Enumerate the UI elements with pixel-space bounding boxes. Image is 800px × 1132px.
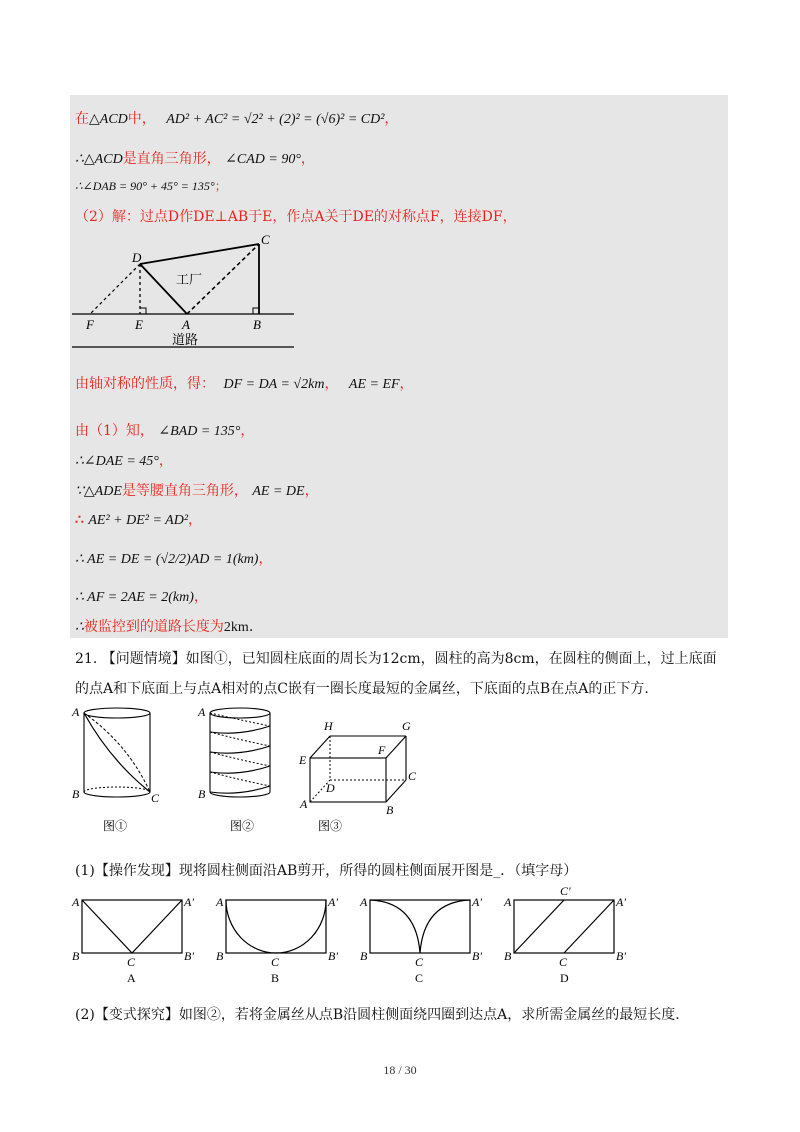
solution-text: 在 <box>75 111 89 127</box>
math-expression: AE² + DE² = AD² <box>88 513 189 528</box>
option-A-diagram <box>70 890 200 990</box>
math-expression: ∴∠DAB = 90° + 45° = 135° <box>75 179 215 193</box>
factory-road-diagram <box>72 232 298 350</box>
label-B: B <box>198 787 206 801</box>
math-expression: △ACD <box>89 112 128 127</box>
solution-line-3 <box>75 177 227 194</box>
math-expression: ∴ AE = DE = (√2/2)AD = 1(km) <box>75 552 259 567</box>
math-expression: DF = DA = √2km <box>223 377 325 392</box>
label-A-prime: A' <box>472 895 482 909</box>
label-A: A <box>504 895 512 909</box>
label-A: A <box>72 705 80 719</box>
label-A: A <box>72 895 80 909</box>
label-C: C <box>151 791 160 805</box>
punctuation: ， <box>258 551 273 567</box>
label-B-prime: B' <box>472 949 482 963</box>
label-C: C <box>261 232 270 247</box>
factory-label: 工厂 <box>176 272 203 287</box>
punctuation: ， <box>188 512 203 528</box>
math-expression: 2km <box>223 620 249 635</box>
math-expression: ∠BAD = 135° <box>158 424 241 439</box>
option-letter: A <box>127 971 136 985</box>
solution-line-9 <box>75 509 202 529</box>
label-A: A <box>182 317 190 332</box>
math-expression: ∴∠DAE = 45° <box>75 454 159 469</box>
label-C: C <box>415 955 424 969</box>
punctuation: ； <box>214 179 227 193</box>
punctuation: ， <box>324 376 339 392</box>
label-A: A <box>360 895 368 909</box>
label-C: C <box>559 955 568 969</box>
figure-cylinder-1 <box>70 700 180 840</box>
figure-box-3 <box>298 716 428 841</box>
label-B: B <box>216 949 224 963</box>
label-B: B <box>386 803 394 817</box>
label-B-prime: B' <box>328 949 338 963</box>
road-label: 道路 <box>172 332 199 347</box>
solution-line-8 <box>75 480 319 500</box>
label-B: B <box>72 949 80 963</box>
math-expression: AD² + AC² = √2² + (2)² = (√6)² = CD² <box>166 112 385 127</box>
option-letter: C <box>415 971 424 985</box>
math-expression: ∴ AF = 2AE = 2(km) <box>75 590 194 605</box>
label-E: E <box>135 317 143 332</box>
label-G: G <box>402 719 411 733</box>
solution-line-1 <box>75 108 398 128</box>
caption-figure-3: 图③ <box>318 819 343 833</box>
label-D: D <box>132 250 142 265</box>
solution-line-6 <box>75 420 254 440</box>
solution-text: 被监控到的道路长度为 <box>83 619 224 635</box>
label-A: A <box>216 895 224 909</box>
option-C-diagram <box>358 890 488 990</box>
label-A-prime: A' <box>328 895 338 909</box>
option-letter: B <box>271 971 280 985</box>
math-expression: ∠CAD = 90° <box>225 152 301 167</box>
label-F: F <box>378 743 386 757</box>
solution-line-5 <box>75 373 414 393</box>
right-angle-E <box>140 308 146 314</box>
math-expression: ∴△ACD <box>75 152 123 167</box>
solution-line-12 <box>75 616 253 636</box>
label-C: C <box>408 769 417 783</box>
label-A: A <box>300 797 308 811</box>
label-B: B <box>72 787 80 801</box>
option-B-diagram <box>214 890 344 990</box>
label-H: H <box>324 719 333 733</box>
option-letter: D <box>560 971 569 985</box>
label-B: B <box>360 949 368 963</box>
solution-text: 由轴对称的性质，得： <box>75 376 215 392</box>
math-expression: AE = EF <box>348 377 400 392</box>
punctuation: ， <box>240 423 255 439</box>
solution-line-11 <box>75 586 208 606</box>
solution-line-2 <box>75 148 315 168</box>
caption-figure-1: 图① <box>103 819 128 833</box>
label-E: E <box>299 753 307 767</box>
punctuation: ， <box>304 483 319 499</box>
label-F: F <box>86 317 94 332</box>
caption-figure-2: 图② <box>230 819 255 833</box>
question-part-1: (1)【操作发现】现将圆柱侧面沿AB剪开，所得的圆柱侧面展开图是_．（填字母） <box>75 863 578 879</box>
solution-text: 是等腰直角三角形， <box>121 483 248 499</box>
question-21-line-2: 的点A和下底面上与点A相对的点C嵌有一圈长度最短的金属丝，下底面的点B在点A的正下方. <box>75 681 649 697</box>
solution-line-4: （2）解：过点D作DE⊥AB于E，作点A关于DE的对称点F，连接DF， <box>75 209 517 225</box>
punctuation: ， <box>399 376 414 392</box>
label-C: C <box>127 955 136 969</box>
label-A: A <box>198 705 206 719</box>
segment-DC <box>140 244 259 264</box>
label-C: C <box>271 955 280 969</box>
solution-line-7 <box>75 450 173 470</box>
punctuation: ， <box>158 453 173 469</box>
label-A-prime: A' <box>616 895 626 909</box>
solution-line-10 <box>75 548 272 568</box>
punctuation: . <box>248 619 254 635</box>
punctuation: ， <box>300 151 315 167</box>
question-21-line-1: 21. 【问题情境】如图①，已知圆柱底面的周长为12cm，圆柱的高为8cm，在圆柱的侧面上，过上底面 <box>75 651 717 667</box>
question-part-2: (2)【变式探究】如图②，若将金属丝从点B沿圆柱侧面绕四圈到达点A，求所需金属丝的最短长度. <box>75 1007 680 1023</box>
math-expression: ∵△ADE <box>75 484 122 499</box>
label-D: D <box>326 781 335 795</box>
solution-text: 是直角三角形， <box>122 151 221 167</box>
label-B: B <box>504 949 512 963</box>
label-B-prime: B' <box>184 949 194 963</box>
therefore-symbol: ∴ <box>75 512 84 528</box>
label-B-prime: B' <box>616 949 626 963</box>
solution-text: 中， <box>127 111 156 127</box>
option-D-diagram <box>502 884 637 990</box>
figure-cylinder-2 <box>196 700 296 840</box>
punctuation: ， <box>193 589 208 605</box>
therefore-symbol: ∴ <box>75 620 84 635</box>
solution-text: 由（1）知， <box>75 423 154 439</box>
page-number: 18 / 30 <box>383 1063 417 1077</box>
label-A-prime: A' <box>184 895 194 909</box>
punctuation: ， <box>384 111 399 127</box>
label-B: B <box>253 317 261 332</box>
math-expression: AE = DE <box>252 484 305 499</box>
segment-DF-dashed <box>90 264 140 314</box>
label-C-prime: C' <box>560 884 571 898</box>
